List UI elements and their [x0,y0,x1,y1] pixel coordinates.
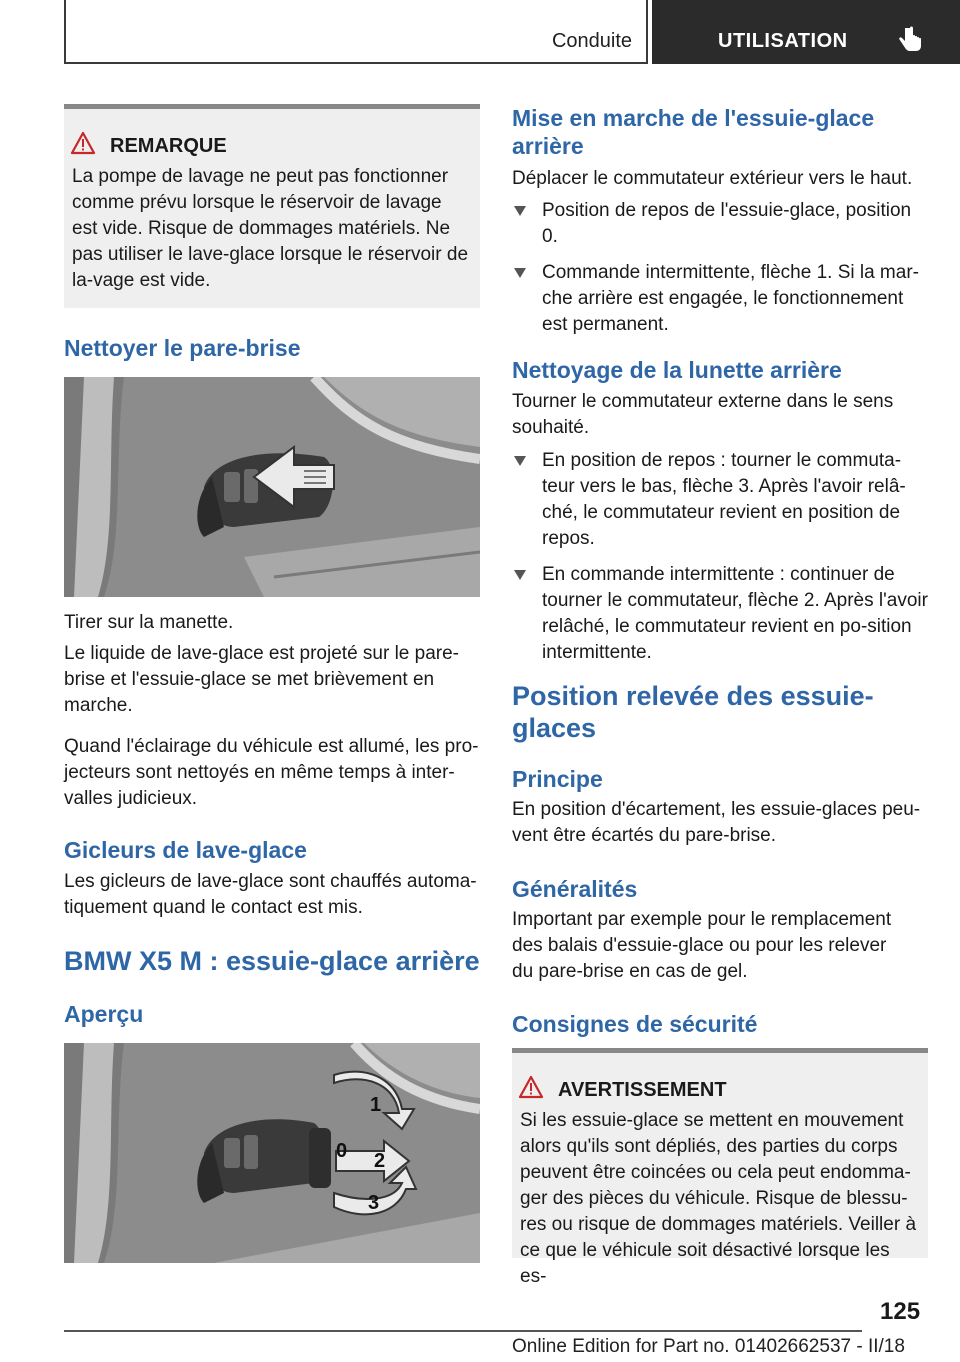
paragraph-pull: Tirer sur la manette. [64,612,234,633]
page-number: 125 [880,1298,921,1325]
warning-triangle-icon [70,131,96,155]
paragraph-general: Important par exemple pour le remplacement des balais d'essuie-glace ou pour les relever du pare-brise en cas de gel. [512,909,892,982]
triangle-bullet-icon [514,206,526,216]
triangle-bullet-icon [514,570,526,580]
heading-raised-position: Position relevée des essuie-glaces [512,681,874,743]
stalk-image-rear [64,1043,480,1263]
hand-pointer-icon [896,24,926,54]
note-title: REMARQUE [110,135,227,157]
warning-box [512,1048,928,1287]
section-title: Conduite [551,30,632,52]
paragraph-jets: Les gicleurs de lave-glace sont chauffés automa-tiquement quand le contact est mis. [64,871,477,918]
heading-overview: Aperçu [64,1001,144,1027]
heading-general: Généralités [512,876,638,902]
footer-rule [64,1330,862,1332]
header-chapter [652,0,960,64]
paragraph-liquid: Le liquide de lave-glace est projeté sur le pare-brise et l'essuie-glace se met brièvement en marche. [64,643,460,716]
diagram-label-2: 2 [374,1150,386,1172]
list-item: Commande intermittente, flèche 1. Si la mar-che arrière est engagée, le fonctionnement est permanent. [512,260,928,338]
paragraph-rear-clean: Tourner le commutateur externe dans le sens souhaité. [512,391,894,438]
list-item: Position de repos de l'essuie-glace, position 0. [512,198,928,250]
list-item: En position de repos : tourner le commuta-teur vers le bas, flèche 3. Après l'avoir relâ-ché, le commutateur revient en position de repos. [512,448,928,552]
triangle-bullet-icon [514,268,526,278]
paragraph-lights: Quand l'éclairage du véhicule est allumé, les pro-jecteurs sont nettoyés en même temps à inter-valles judicieux. [64,736,479,809]
list-item: En commande intermittente : continuer de tourner le commutateur, flèche 2. Après l'avoir relâché, le commutateur revient en po-sition intermittente. [512,562,928,666]
stalk-image-pull [64,377,480,597]
diagram-label-1: 1 [370,1094,382,1116]
header-section [64,0,648,64]
list-rear-clean [512,448,928,676]
chapter-title: UTILISATION [718,30,848,52]
heading-clean-windshield: Nettoyer le pare-brise [64,335,301,361]
paragraph-rear-on: Déplacer le commutateur extérieur vers le haut. [512,168,913,189]
diagram-label-3: 3 [368,1192,380,1214]
warning-triangle-icon [518,1075,544,1099]
note-box [64,104,480,308]
triangle-bullet-icon [514,456,526,466]
heading-rear-window-clean: Nettoyage de la lunette arrière [512,357,842,383]
diagram-label-0: 0 [336,1140,348,1162]
heading-washer-jets: Gicleurs de lave-glace [64,837,307,863]
heading-rear-wiper-on: Mise en marche de l'essuie-glace arrière [512,105,875,159]
list-rear-on [512,198,928,348]
warning-title: AVERTISSEMENT [558,1079,727,1101]
warning-text: Si les essuie-glace se mettent en mouvement alors qu'ils sont dépliés, des parties du corps peuvent être coincées ou cela peut endomma-ger des pièces du véhicule. Risque de blessu-res ou risque de dommages matériels. Veiller à ce que le véhicule soit désactivé lorsque les es- [520,1110,917,1287]
edition-info: Online Edition for Part no. 01402662537 - II/18 [512,1336,905,1357]
paragraph-principle: En position d'écartement, les essuie-glaces peu-vent être écartés du pare-brise. [512,799,921,846]
heading-safety: Consignes de sécurité [512,1011,758,1037]
heading-principle: Principe [512,766,603,792]
note-text: La pompe de lavage ne peut pas fonctionner comme prévu lorsque le réservoir de lavage est vide. Risque de dommages matériels. Ne pas utiliser le lave-glace lorsque le réservoir de la-vage est vide. [72,166,469,291]
heading-bmw-rear-wiper: BMW X5 M : essuie-glace arrière [64,946,480,976]
